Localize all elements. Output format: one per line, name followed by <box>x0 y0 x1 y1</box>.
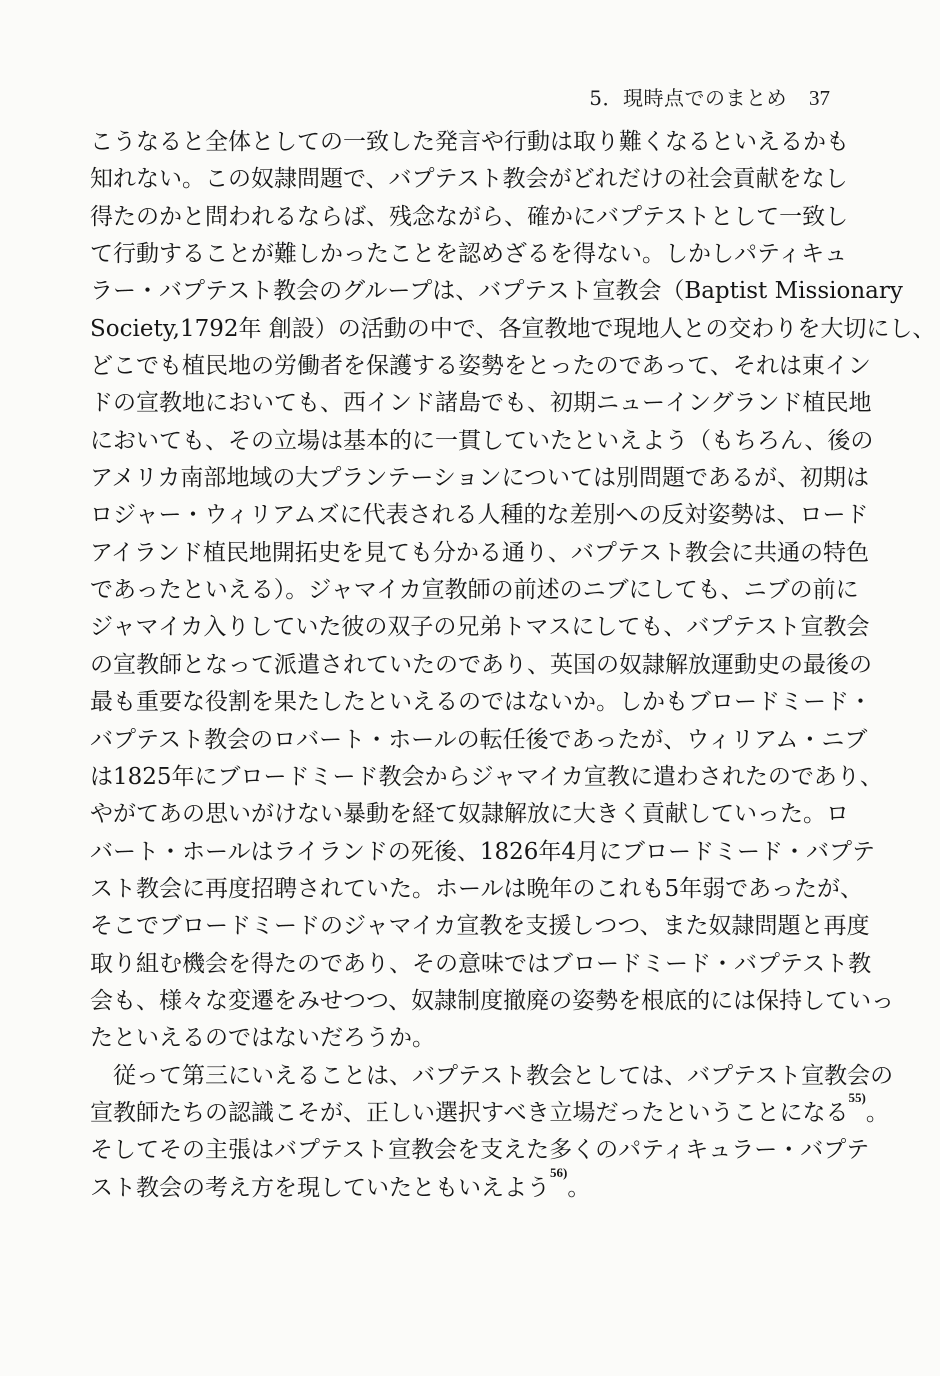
text-line: ジャマイカ入りしていた彼の双子の兄弟トマスにしても、バプテスト宣教会 <box>90 614 870 641</box>
text-line: アイランド植民地開拓史を見ても分かる通り、バプテスト教会に共通の特色 <box>90 539 870 566</box>
text-line: そしてその主張はバプテスト宣教会を支えた多くのパティキュラー・バプテ <box>90 1137 870 1164</box>
text-line: ラー・バプテスト教会のグループは、バプテスト宣教会（Baptist Missionary <box>90 278 903 305</box>
paragraph-1 <box>90 124 936 1058</box>
text-line: においても、その立場は基本的に一貫していたといえよう（もちろん、後の <box>90 427 874 454</box>
text-line: スト教会に再度招聘されていた。ホールは晩年のこれも5年弱であったが、 <box>90 875 863 902</box>
text-line: 得たのかと問われるならば、残念ながら、確かにバプテストとして一致し <box>90 203 849 230</box>
text-line: やがてあの思いがけない暴動を経て奴隷解放に大きく貢献していった。ロ <box>90 801 849 828</box>
page-number: 37 <box>809 86 830 110</box>
text-line: たといえるのではないだろうか。 <box>90 1025 435 1052</box>
text-line: アメリカ南部地域の大プランテーションについては別問題であるが、初期は <box>90 465 870 492</box>
paragraph-2 <box>90 1058 894 1207</box>
text-line <box>90 1089 889 1132</box>
section-title: 5．現時点でのまとめ <box>589 86 787 110</box>
text-line: そこでブロードミードのジャマイカ宣教を支援しつつ、また奴隷問題と再度 <box>90 913 870 940</box>
body-text <box>90 124 936 1207</box>
text-line: ロジャー・ウィリアムズに代表される人種的な差別への反対姿勢は、ロード <box>90 502 869 529</box>
text-line: バプテスト教会のロバート・ホールの転任後であったが、ウィリアム・ニブ <box>90 726 868 753</box>
text-line: は1825年にブロードミード教会からジャマイカ宣教に遣わされたのであり、 <box>90 763 883 790</box>
text-line: ドの宣教地においても、西インド諸島でも、初期ニューイングランド植民地 <box>90 390 872 417</box>
footnote-ref-55: 55) <box>848 1089 866 1105</box>
text-line: であったといえる）。ジャマイカ宣教師の前述のニブにしても、ニブの前に <box>90 577 859 604</box>
footnote-ref-56: 56) <box>550 1164 568 1180</box>
text-line: 会も、様々な変遷をみせつつ、奴隷制度撤廃の姿勢を根底的には保持していっ <box>90 987 895 1014</box>
line-text: スト教会の考え方を現していたともいえよう <box>90 1174 550 1201</box>
text-line: 最も重要な役割を果たしたといえるのではないか。しかもブロードミード・ <box>90 689 872 716</box>
text-line: バート・ホールはライランドの死後、1826年4月にブロードミード・バプテ <box>90 838 876 865</box>
text-line: て行動することが難しかったことを認めざるを得ない。しかしパティキュ <box>90 241 848 268</box>
text-line: 取り組む機会を得たのであり、その意味ではブロードミード・バプテスト教 <box>90 950 872 977</box>
line-punct: 。 <box>865 1099 889 1126</box>
text-line: Society,1792年 創設）の活動の中で、各宣教地で現地人との交わりを大切にし、 <box>90 315 936 342</box>
text-line: 知れない。この奴隷問題で、バプテスト教会がどれだけの社会貢献をなし <box>90 166 848 193</box>
line-punct: 。 <box>567 1174 591 1201</box>
text-line: の宣教師となって派遣されていたのであり、英国の奴隷解放運動史の最後の <box>90 651 872 678</box>
running-header <box>500 84 830 112</box>
text-line <box>90 1164 830 1207</box>
line-text: 宣教師たちの認識こそが、正しい選択すべき立場だったということになる <box>90 1099 849 1126</box>
text-line: どこでも植民地の労働者を保護する姿勢をとったのであって、それは東イン <box>90 353 871 380</box>
text-line: こうなると全体としての一致した発言や行動は取り難くなるといえるかも <box>90 129 849 155</box>
text-line: 従って第三にいえることは、バプテスト教会としては、バプテスト宣教会の <box>113 1062 894 1089</box>
